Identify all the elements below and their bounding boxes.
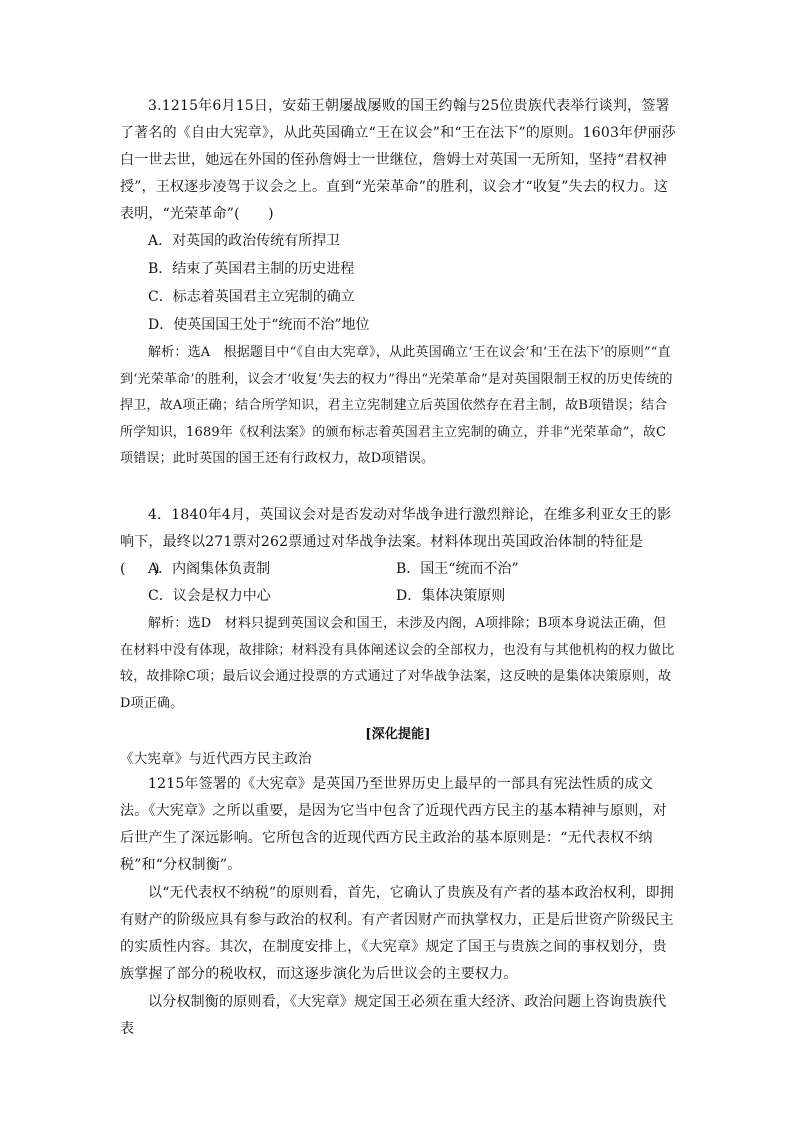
question-3-stem: 3.1215年6月15日，安茹王朝屡战屡败的国王约翰与25位贵族代表举行谈判，签署了著名的《自由大宪章》，从此英国确立“王在议会”和“王在法下”的原则。1603年伊丽莎白一世去世，她远在外国的侄孙詹姆士一世继位，詹姆士对英国一无所知，坚持“君权神授”，王权逐步凌驾于议会之上。直到“光荣革命”的胜利，议会才“收复”失去的权力。这表明，“光荣革命”( ) <box>120 98 676 222</box>
q3-analysis: 解析：选A 根据题目中“《自由大宪章》，从此英国确立‘王在议会’和‘王在法下’的原则”“直到‘光荣革命’的胜利，议会才‘收复’失去的权力”得出“光荣革命”是对英国限制王权的历史传统的捍卫，故A项正确；结合所学知识，君主立宪制建立后英国依然存在君主制，故B项错误；结合所学知识，1689年《权利法案》的颁布标志着英国君主立宪制的确立，并非“光荣革命”，故C项错误；此时英国的国王还有行政权力，故D项错误。 <box>120 345 673 466</box>
q4-analysis: 解析：选D 材料只提到英国议会和国王，未涉及内阁，A项排除；B项本身说法正确，但在材料中没有体现，故排除；材料没有具体阐述议会的全部权力，也没有与其他机构的权力做比较，故排除C项；最后议会通过投票的方式通过了对华战争法案，这反映的是集体决策原则，故D项正确。 <box>120 616 675 711</box>
q3-option-b: B．结束了英国君主制的历史进程 <box>148 261 355 277</box>
q4-option-a: A．内阁集体负责制 <box>148 561 271 577</box>
body-paragraph-2: 以“无代表权不纳税”的原则看，首先，它确认了贵族及有产者的基本政治权利，即拥有财产的阶级应具有参与政治的权利。有产者因财产而执掌权力，正是后世资产阶级民主的实质性内容。其次，在制度安排上，《大宪章》规定了国王与贵族之间的事权划分，贵族掌握了部分的税收权，而这逐步演化为后世议会的主要权力。 <box>120 885 674 982</box>
question-4-stem: 4．1840年4月，英国议会对是否发动对华战争进行激烈辩论，在维多利亚女王的影响下，最终以271票对262票通过对华战争法案。材料体现出英国政治体制的特征是( ) <box>120 507 672 577</box>
q3-option-d: D．使英国国王处于“统而不治”地位 <box>148 317 370 333</box>
body-paragraph-3: 以分权制衡的原则看，《大宪章》规定国王必须在重大经济、政治问题上咨询贵族代表 <box>120 994 667 1037</box>
section-heading: [深化提能] <box>365 727 431 742</box>
q4-option-b: B．国王“统而不治” <box>396 561 519 577</box>
q4-option-c: C．议会是权力中心 <box>148 588 271 604</box>
body-paragraph-1: 1215年签署的《大宪章》是英国乃至世界历史上最早的一部具有宪法性质的成文法。《大宪章》之所以重要，是因为它当中包含了近现代西方民主的基本精神与原则，对后世产生了深远影响。它所包含的近现代西方民主政治的基本原则是：“无代表权不纳税”和“分权制衡”。 <box>120 776 667 873</box>
section-subheading: 《大宪章》与近代西方民主政治 <box>120 751 312 767</box>
q4-option-d: D．集体决策原则 <box>396 588 506 604</box>
q3-option-a: A．对英国的政治传统有所捍卫 <box>148 233 341 249</box>
q3-option-c: C．标志着英国君主立宪制的确立 <box>148 289 355 305</box>
